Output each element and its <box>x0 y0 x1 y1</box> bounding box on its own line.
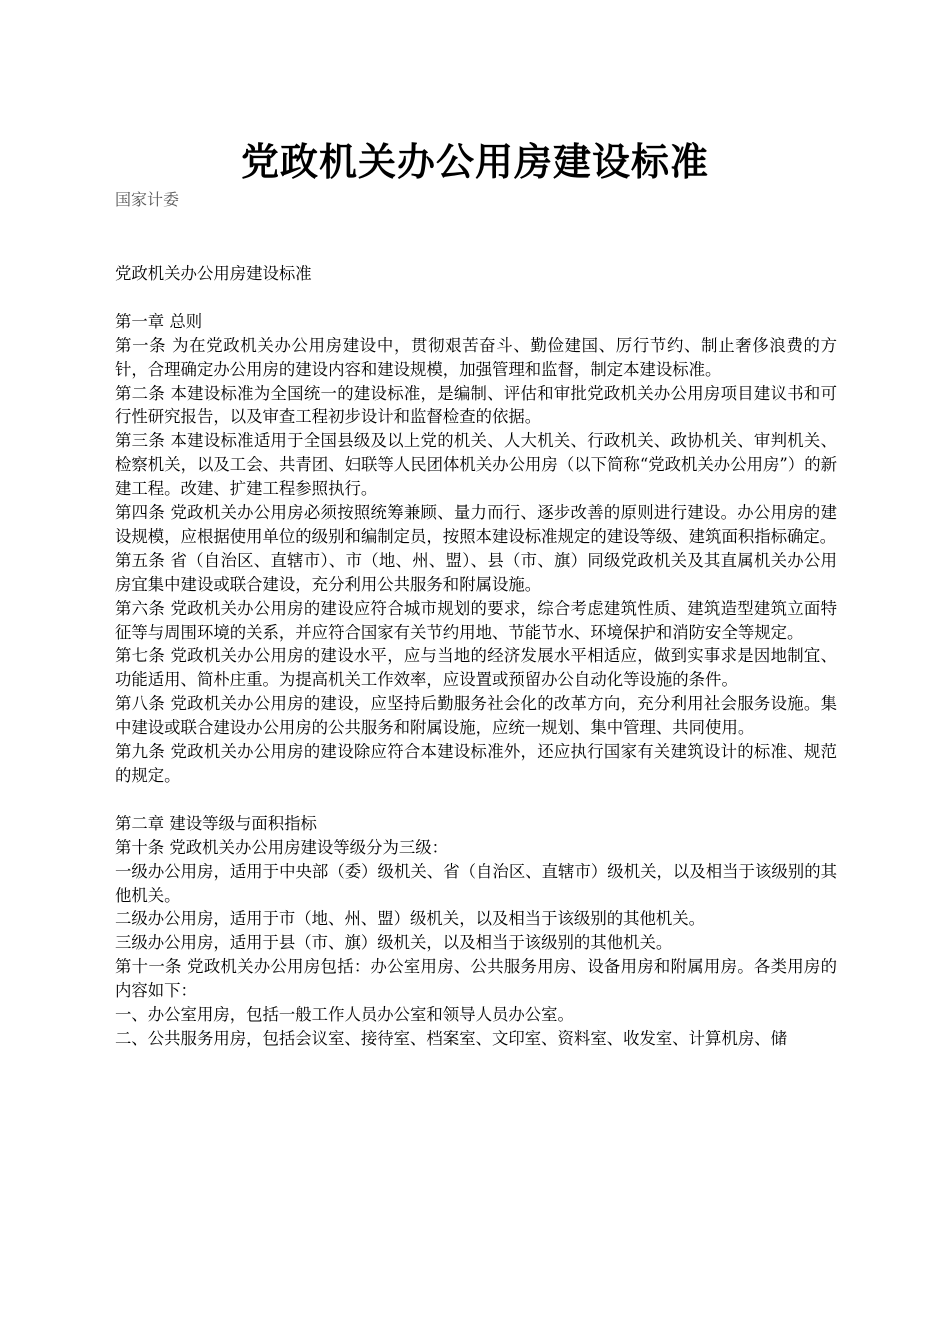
article-paragraph: 第八条 党政机关办公用房的建设，应坚持后勤服务社会化的改革方向，充分利用社会服务设施。集中建设或联合建设办公用房的公共服务和附属设施，应统一规划、集中管理、共同使用。 <box>115 694 837 738</box>
article-paragraph: 一级办公用房，适用于中央部（委）级机关、省（自治区、直辖市）级机关，以及相当于该级别的其他机关。 <box>115 861 837 905</box>
article-paragraph: 第一条 为在党政机关办公用房建设中，贯彻艰苦奋斗、勤俭建国、厉行节约、制止奢侈浪费的方针，合理确定办公用房的建设内容和建设规模，加强管理和监督，制定本建设标准。 <box>115 335 837 379</box>
article-paragraph: 第三条 本建设标准适用于全国县级及以上党的机关、人大机关、行政机关、政协机关、审判机关、检察机关，以及工会、共青团、妇联等人民团体机关办公用房（以下简称“党政机关办公用房”）的新建工程。改建、扩建工程参照执行。 <box>115 431 837 499</box>
document-author: 国家计委 <box>115 190 180 209</box>
document-body <box>115 262 837 1051</box>
article-paragraph: 二、公共服务用房，包括会议室、接待室、档案室、文印室、资料室、收发室、计算机房、储 <box>115 1028 788 1048</box>
chapter-heading: 第一章 总则 <box>115 311 203 331</box>
article-paragraph: 第四条 党政机关办公用房必须按照统筹兼顾、量力而行、逐步改善的原则进行建设。办公用房的建设规模，应根据使用单位的级别和编制定员，按照本建设标准规定的建设等级、建筑面积指标确定。 <box>115 503 837 546</box>
paragraph-spacer <box>115 286 837 310</box>
article-paragraph: 第七条 党政机关办公用房的建设水平，应与当地的经济发展水平相适应，做到实事求是因地制宜、功能适用、简朴庄重。为提高机关工作效率，应设置或预留办公自动化等设施的条件。 <box>115 646 837 690</box>
article-paragraph: 第十一条 党政机关办公用房包括：办公室用房、公共服务用房、设备用房和附属用房。各类用房的内容如下： <box>115 957 837 1001</box>
article-paragraph: 第六条 党政机关办公用房的建设应符合城市规划的要求，综合考虑建筑性质、建筑造型建筑立面特征等与周围环境的关系，并应符合国家有关节约用地、节能节水、环境保护和消防安全等规定。 <box>115 598 837 642</box>
article-paragraph: 第十条 党政机关办公用房建设等级分为三级： <box>115 837 449 857</box>
document-subtitle: 党政机关办公用房建设标准 <box>115 264 312 283</box>
article-paragraph: 二级办公用房，适用于市（地、州、盟）级机关，以及相当于该级别的其他机关。 <box>115 909 706 929</box>
article-paragraph: 第九条 党政机关办公用房的建设除应符合本建设标准外，还应执行国家有关建筑设计的标准、规范的规定。 <box>115 742 837 786</box>
paragraph-spacer <box>115 788 837 812</box>
document-title: 党政机关办公用房建设标准 <box>240 139 709 184</box>
article-paragraph: 一、办公室用房，包括一般工作人员办公室和领导人员办公室。 <box>115 1005 574 1025</box>
article-paragraph: 第五条 省（自治区、直辖市）、市（地、州、盟）、县（市、旗）同级党政机关及其直属机关办公用房宜集中建设或联合建设，充分利用公共服务和附属设施。 <box>115 550 837 594</box>
chapter-heading: 第二章 建设等级与面积指标 <box>115 813 317 833</box>
article-paragraph: 三级办公用房，适用于县（市、旗）级机关，以及相当于该级别的其他机关。 <box>115 933 673 953</box>
article-paragraph: 第二条 本建设标准为全国统一的建设标准，是编制、评估和审批党政机关办公用房项目建议书和可行性研究报告，以及审查工程初步设计和监督检查的依据。 <box>115 383 837 427</box>
